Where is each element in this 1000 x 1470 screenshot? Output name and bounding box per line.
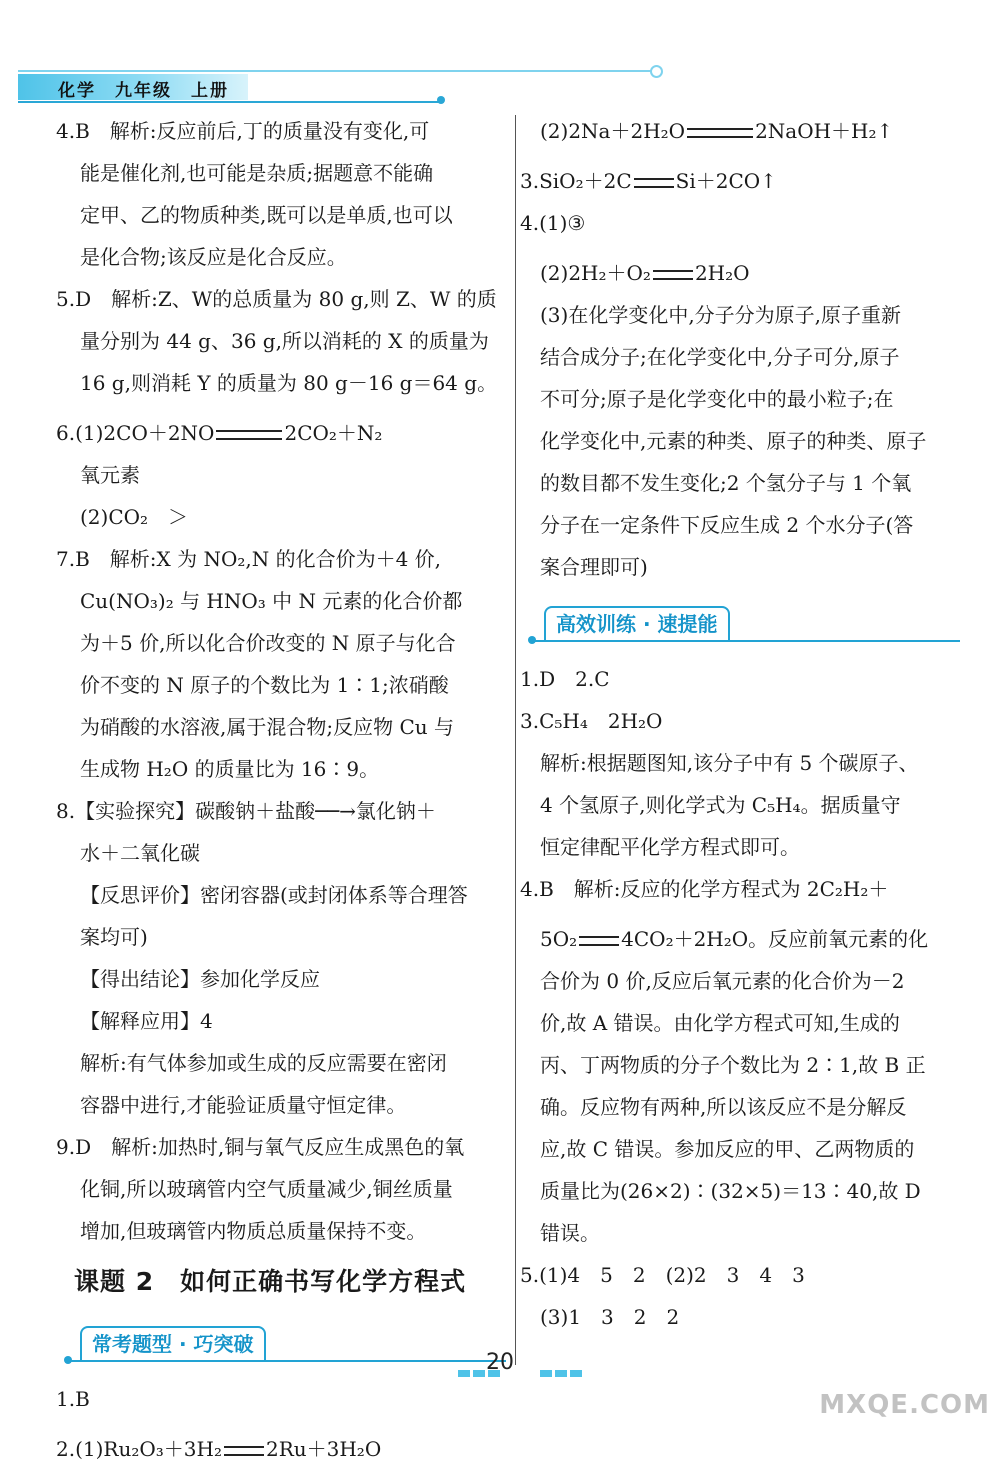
- text-line: 能是催化剂,也可能是杂质;据题意不能确: [80, 161, 434, 185]
- text-line: 是化合物;该反应是化合反应。: [80, 245, 347, 269]
- answer-q7: [56, 538, 506, 790]
- text-line: 生成物 H₂O 的质量比为 16∶9。: [80, 757, 380, 781]
- answer-q9: [56, 1126, 506, 1252]
- right-column: [520, 110, 960, 1338]
- text-line: 容器中进行,才能验证质量守恒定律。: [80, 1093, 407, 1117]
- equation-line: [520, 152, 960, 202]
- text-line: 9.D 解析:加热时,铜与氧气反应生成黑色的氧: [56, 1135, 465, 1159]
- equation-products: 2Ru＋3H₂O: [265, 1437, 382, 1461]
- text-line: 的数目都不发生变化;2 个氢分子与 1 个氧: [540, 471, 912, 495]
- left-column: [56, 110, 506, 1470]
- text-line: 7.B 解析:X 为 NO₂,N 的化合价为＋4 价,: [56, 547, 442, 571]
- text-line: 4 个氢原子,则化学式为 C₅H₄。据质量守: [540, 793, 901, 817]
- equation-products: 2CO₂＋N₂: [284, 421, 383, 445]
- text-line: 量分别为 44 g、36 g,所以消耗的 X 的质量为: [80, 329, 489, 353]
- text-line: 【解释应用】4: [80, 1009, 213, 1033]
- answer-b3: [520, 700, 960, 868]
- double-line-sign: [634, 178, 674, 188]
- text-line: 解析:根据题图知,该分子中有 5 个碳原子、: [540, 751, 919, 775]
- text-line: 应,故 C 错误。参加反应的甲、乙两物质的: [540, 1137, 915, 1161]
- text-line: 5.D 解析:Z、W的总质量为 80 g,则 Z、W 的质: [56, 287, 497, 311]
- equation-arrow: [685, 110, 755, 152]
- text-line: 确。反应物有两种,所以该反应不是分解反: [540, 1095, 907, 1119]
- text-line: 1.D 2.C: [520, 667, 610, 691]
- text-line: 恒定律配平化学方程式即可。: [540, 835, 800, 859]
- equation-arrow: [214, 404, 284, 454]
- equation-reactants: 3.SiO₂＋2C: [520, 169, 632, 193]
- text-line: 【得出结论】参加化学反应: [80, 967, 320, 991]
- tag-label: 高效训练 · 速提能: [544, 606, 730, 640]
- section-tag: [520, 596, 960, 652]
- text-line: 5.(1)4 5 2 (2)2 3 4 3: [520, 1263, 805, 1287]
- equation-products: 2NaOH＋H₂↑: [755, 119, 894, 143]
- tag-rule: [534, 640, 960, 642]
- text-line: 案合理即可): [540, 555, 648, 579]
- equation-products: 4CO₂＋2H₂O。反应前氧元素的化: [621, 927, 929, 951]
- header-bottom-rule: [18, 101, 440, 103]
- equation-reactants: 2.(1)Ru₂O₃＋3H₂: [56, 1437, 222, 1461]
- text-line: 为硝酸的水溶液,属于混合物;反应物 Cu 与: [80, 715, 454, 739]
- text-line: 不可分;原子是化学变化中的最小粒子;在: [540, 387, 894, 411]
- text-line: (3)1 3 2 2: [540, 1305, 680, 1329]
- answer-4-3: [520, 294, 960, 588]
- text-line: 质量比为(26×2)∶(32×5)＝13∶40,故 D: [540, 1179, 921, 1203]
- text-line: 3.C₅H₄ 2H₂O: [520, 709, 663, 733]
- equation-products: 2H₂O: [694, 261, 750, 285]
- equation-arrow: [651, 244, 695, 294]
- text-line: 定甲、乙的物质种类,既可以是单质,也可以: [80, 203, 453, 227]
- double-line-sign: [653, 270, 693, 280]
- text-line: 为＋5 价,所以化合价改变的 N 原子与化合: [80, 631, 456, 655]
- equation-reactants: 5O₂: [540, 927, 578, 951]
- text-line: 增加,但玻璃管内物质总质量保持不变。: [80, 1219, 427, 1243]
- text-line: 结合成分子;在化学变化中,分子可分,原子: [540, 345, 900, 369]
- page-header: [0, 0, 1000, 110]
- text-line: Cu(NO₃)₂ 与 HNO₃ 中 N 元素的化合价都: [80, 589, 463, 613]
- equation-line: [520, 244, 960, 294]
- section-title: 课题 2 如何正确书写化学方程式: [74, 1267, 467, 1296]
- text-line: 案均可): [80, 925, 148, 949]
- text-line: 丙、丁两物质的分子个数比为 2∶1,故 B 正: [540, 1053, 926, 1077]
- equation-arrow: [632, 152, 676, 202]
- text-line: 水＋二氧化碳: [80, 841, 200, 865]
- text-line: 氧元素: [80, 463, 140, 487]
- text-line: 4.(1)③: [520, 211, 586, 235]
- double-line-sign: [687, 128, 753, 138]
- equation-line: [520, 110, 960, 152]
- watermark: MXQE.COM: [819, 1390, 990, 1420]
- equation-line: [56, 404, 506, 454]
- text-line: 合价为 0 价,反应后氧元素的化合价为－2: [540, 969, 905, 993]
- answer-1: 1.B: [56, 1387, 90, 1411]
- page-number: 20: [486, 1350, 514, 1375]
- equation-arrow: [222, 1420, 266, 1470]
- header-top-rule: [18, 70, 654, 72]
- text-line: 8.【实验探究】碳酸钠＋盐酸──→氯化钠＋: [56, 799, 436, 823]
- double-line-sign: [216, 430, 282, 440]
- header-rule-dot: [437, 96, 445, 104]
- text-line: 4.B 解析:反应前后,丁的质量没有变化,可: [56, 119, 430, 143]
- equation-products: Si＋2CO↑: [675, 169, 777, 193]
- text-line: 化铜,所以玻璃管内空气质量减少,铜丝质量: [80, 1177, 453, 1201]
- answer-q4: [56, 110, 506, 278]
- equation-reactants: (2)2Na＋2H₂O: [540, 119, 686, 143]
- equation-arrow: [577, 910, 621, 960]
- header-title: 化学 九年级 上册: [58, 81, 229, 101]
- text-line: (3)在化学变化中,分子分为原子,原子重新: [540, 303, 902, 327]
- answer-b5: [520, 1254, 960, 1338]
- text-line: 解析:有气体参加或生成的反应需要在密闭: [80, 1051, 447, 1075]
- text-line: 4.B 解析:反应的化学方程式为 2C₂H₂＋: [520, 877, 889, 901]
- answer-q8: [56, 790, 506, 1126]
- header-rule-dot: [650, 65, 663, 78]
- answer-b4: [520, 868, 960, 1254]
- text-line: 价,故 A 错误。由化学方程式可知,生成的: [540, 1011, 900, 1035]
- text-line: 化学变化中,元素的种类、原子的种类、原子: [540, 429, 927, 453]
- double-line-sign: [224, 1446, 264, 1456]
- text-line: 【反思评价】密闭容器(或封闭体系等合理答: [80, 883, 468, 907]
- column-divider: [515, 115, 516, 1365]
- text-line: (2)CO₂ ＞: [80, 505, 189, 529]
- equation-line: [520, 910, 960, 960]
- answer-q5: [56, 278, 506, 404]
- text-line: 分子在一定条件下反应生成 2 个水分子(答: [540, 513, 914, 537]
- text-line: 价不变的 N 原子的个数比为 1∶1;浓硝酸: [80, 673, 449, 697]
- answer-2-equation: [56, 1420, 506, 1470]
- equation-reactants: 6.(1)2CO＋2NO: [56, 421, 215, 445]
- answer-q6: [56, 404, 506, 538]
- equation-reactants: (2)2H₂＋O₂: [540, 261, 651, 285]
- text-line: 错误。: [540, 1221, 600, 1245]
- footer-decoration: [540, 1362, 585, 1370]
- text-line: 16 g,则消耗 Y 的质量为 80 g－16 g＝64 g。: [80, 371, 498, 395]
- tag-dot: [528, 636, 536, 644]
- double-line-sign: [579, 936, 619, 946]
- tag-label: 常考题型 · 巧突破: [80, 1326, 266, 1360]
